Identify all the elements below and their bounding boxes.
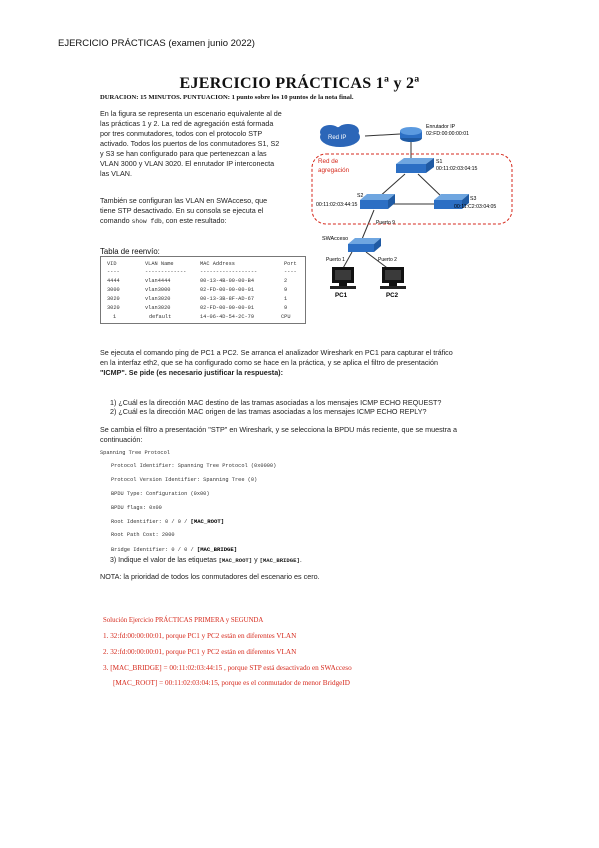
table-row — [101, 314, 307, 322]
intro-paragraph — [100, 109, 306, 179]
header-mac: MAC Address — [200, 261, 235, 267]
pc1-icon — [330, 267, 356, 289]
intro-line: En la figura se representa un escenario equivalente al de — [100, 109, 282, 118]
stp-paragraph — [100, 425, 500, 445]
question-3 — [110, 557, 302, 564]
swaccess-paragraph — [100, 196, 306, 227]
mac-root-tag: [MAC_ROOT] — [190, 518, 225, 525]
agg-label-2: agregación — [318, 167, 350, 174]
separator: ---- — [107, 269, 120, 275]
solution-line: 1. 32:fd:00:00:00:01, porque PC1 y PC2 están en diferentes VLAN — [103, 632, 297, 640]
swaccess-cmd-line — [100, 216, 306, 227]
cell-vid: 1 — [113, 314, 117, 320]
cell-vlan-name: vlan3000 — [145, 287, 171, 293]
cell-vid: 3020 — [107, 296, 120, 302]
cell-vid: 3020 — [107, 305, 120, 311]
intro-line: las prácticas 1 y 2. La red de agregación está formada — [100, 119, 274, 128]
intro-line: VLAN 3000 y VLAN 3020. El enrutador IP interconecta — [100, 159, 275, 168]
s2-mac: 00:11:02:03:44:15 — [316, 202, 358, 208]
exercise-subtitle: DURACION: 15 MINUTOS. PUNTUACION: 1 punto sobre los 10 puntos de la nota final. — [100, 94, 354, 101]
swaccess-line: tiene STP desactivado. En su consola se ejecuta el — [100, 206, 264, 215]
ping-request-line: "ICMP". Se pide (es necesario justificar la respuesta): — [100, 368, 283, 377]
header-vlan-name: VLAN Name — [145, 261, 174, 267]
cell-vid: 4444 — [107, 278, 120, 284]
stp-line: Se cambia el filtro a presentación "STP" en Wireshark, y se selecciona la BPDU más reciente, que se muestra a — [100, 425, 458, 434]
bpdu-line: Protocol Version Identifier: Spanning Tree (0) — [111, 477, 258, 483]
solution-line: [MAC_ROOT] = 00:11:02:03:04:15, porque es el conmutador de menor BridgeID — [113, 679, 350, 687]
cell-mac: 00-13-3B-8F-AD-67 — [200, 296, 255, 302]
show-fdb-command: show fdb — [131, 218, 162, 225]
router-icon — [400, 127, 422, 142]
port9-label: Puerto 9 — [376, 220, 395, 226]
s3-mac: 00:11:C2:03:04:05 — [454, 204, 497, 210]
ping-line: en la interfaz eth2, que se ha configurado como se hace en la práctica, y se aplica el filtro de presentación — [100, 358, 439, 367]
bpdu-line: Root Path Cost: 2000 — [111, 532, 175, 538]
cmd-prefix: comando — [100, 216, 130, 225]
intro-line: activado. Todos los puertos de los conmutadores S1, S2 — [100, 139, 280, 148]
q3-text: 3) Indique el valor de las etiquetas — [110, 557, 217, 564]
switch-swaccess-icon — [348, 238, 381, 252]
port1-label: Puerto 1 — [326, 257, 345, 263]
root-prefix: Root Identifier: 0 / 0 / — [111, 519, 188, 525]
pc2-icon — [380, 267, 406, 289]
solution-title: Solución Ejercicio PRÁCTICAS PRIMERA y SEGUNDA — [103, 617, 264, 624]
table-row — [101, 305, 307, 313]
cell-mac: 02-FD-00-00-00-01 — [200, 305, 255, 311]
switch-s1-icon — [396, 158, 434, 173]
cell-vid: 3000 — [107, 287, 120, 293]
bpdu-line: BPDU flags: 0x00 — [111, 505, 162, 511]
s1-mac: 00:11:02:03:04:15 — [436, 166, 478, 172]
header-vid: VID — [107, 261, 117, 267]
question-1: 1) ¿Cuál es la dirección MAC destino de las tramas asociadas a los mensajes ICMP ECHO REQUEST? — [110, 398, 442, 407]
switch-s2-icon — [360, 194, 395, 209]
q3-mac-bridge: [MAC_BRIDGE] — [259, 557, 300, 564]
bpdu-line: BPDU Type: Configuration (0x00) — [111, 491, 210, 497]
cell-mac: 02-FD-00-00-00-01 — [200, 287, 255, 293]
cell-port: CPU — [281, 314, 291, 320]
mac-bridge-tag: [MAC_BRIDGE] — [196, 546, 238, 553]
port2-label: Puerto 2 — [378, 257, 397, 263]
router-label: Enrutador IP — [426, 124, 456, 130]
swaccess-label: SWAcceso — [322, 236, 349, 242]
bridge-prefix: Bridge Identifier: 0 / 0 / — [111, 547, 194, 553]
page-header: EJERCICIO PRÁCTICAS (examen junio 2022) — [58, 38, 255, 49]
question-2: 2) ¿Cuál es la dirección MAC origen de las tramas asociadas a los mensajes ICMP ECHO REPLY? — [110, 407, 427, 416]
intro-line: las VLAN. — [100, 169, 132, 178]
q3-end: . — [299, 557, 302, 564]
table-row — [101, 278, 307, 286]
table-label: Tabla de reenvío: — [100, 247, 160, 256]
bpdu-root-line — [111, 518, 224, 525]
separator: ---- — [284, 269, 297, 275]
table-separator-row — [101, 269, 307, 277]
bpdu-header: Spanning Tree Protocol — [100, 450, 170, 456]
cell-vlan-name: vlan3020 — [145, 296, 171, 302]
s1-label: S1 — [436, 159, 443, 165]
bpdu-line: Protocol Identifier: Spanning Tree Protocol (0x0000) — [111, 463, 277, 469]
pc2-label: PC2 — [386, 292, 399, 299]
stp-line: continuación: — [100, 435, 143, 444]
cloud-label: Red IP — [328, 135, 347, 141]
note: NOTA: la prioridad de todos los conmutadores del escenario es cero. — [100, 572, 320, 581]
header-port: Port — [284, 261, 297, 267]
separator: ------------- — [145, 269, 187, 275]
forwarding-table — [100, 256, 306, 324]
s2-label: S2 — [357, 193, 364, 199]
s3-label: S3 — [470, 196, 477, 202]
cell-port: 9 — [284, 287, 288, 293]
bpdu-bridge-line — [111, 546, 237, 553]
cell-mac: 00-13-4B-00-00-B4 — [200, 278, 255, 284]
cell-mac: 14-06-4D-54-2C-79 — [200, 314, 255, 320]
cmd-suffix: , con este resultado: — [161, 216, 227, 225]
network-diagram — [310, 112, 520, 302]
cell-vlan-name: vlan3020 — [145, 305, 171, 311]
q3-and: y — [254, 557, 258, 564]
table-header-row — [101, 261, 307, 269]
separator: ------------------ — [200, 269, 258, 275]
router-mac: 02:FD:00:00:00:01 — [426, 131, 469, 137]
cell-port: 2 — [284, 278, 288, 284]
intro-line: por tres conmutadores, todos con el protocolo STP — [100, 129, 263, 138]
solution-line: 3. [MAC_BRIDGE] = 00:11:02:03:44:15 , porque STP está desactivado en SWAcceso — [103, 664, 352, 672]
q3-mac-root: [MAC_ROOT] — [218, 557, 253, 564]
cell-port: 1 — [284, 296, 288, 302]
pc1-label: PC1 — [335, 292, 348, 299]
ping-line: Se ejecuta el comando ping de PC1 a PC2. Se arranca el analizador Wireshark en PC1 para capturar el tráfico — [100, 348, 453, 357]
solution-line: 2. 32:fd:00:00:00:01, porque PC1 y PC2 están en diferentes VLAN — [103, 648, 297, 656]
ping-paragraph — [100, 348, 500, 378]
table-row — [101, 287, 307, 295]
cell-vlan-name: default — [149, 314, 172, 320]
exercise-title: EJERCICIO PRÁCTICAS 1ª y 2ª — [179, 75, 420, 92]
cell-port: 9 — [284, 305, 288, 311]
agg-label-1: Red de — [318, 158, 339, 165]
table-row — [101, 296, 307, 304]
cell-vlan-name: vlan4444 — [145, 278, 171, 284]
swaccess-line: También se configuran las VLAN en SWAcceso, que — [100, 196, 268, 205]
intro-line: y S3 se han configurado para que pertenezcan a las — [100, 149, 267, 158]
